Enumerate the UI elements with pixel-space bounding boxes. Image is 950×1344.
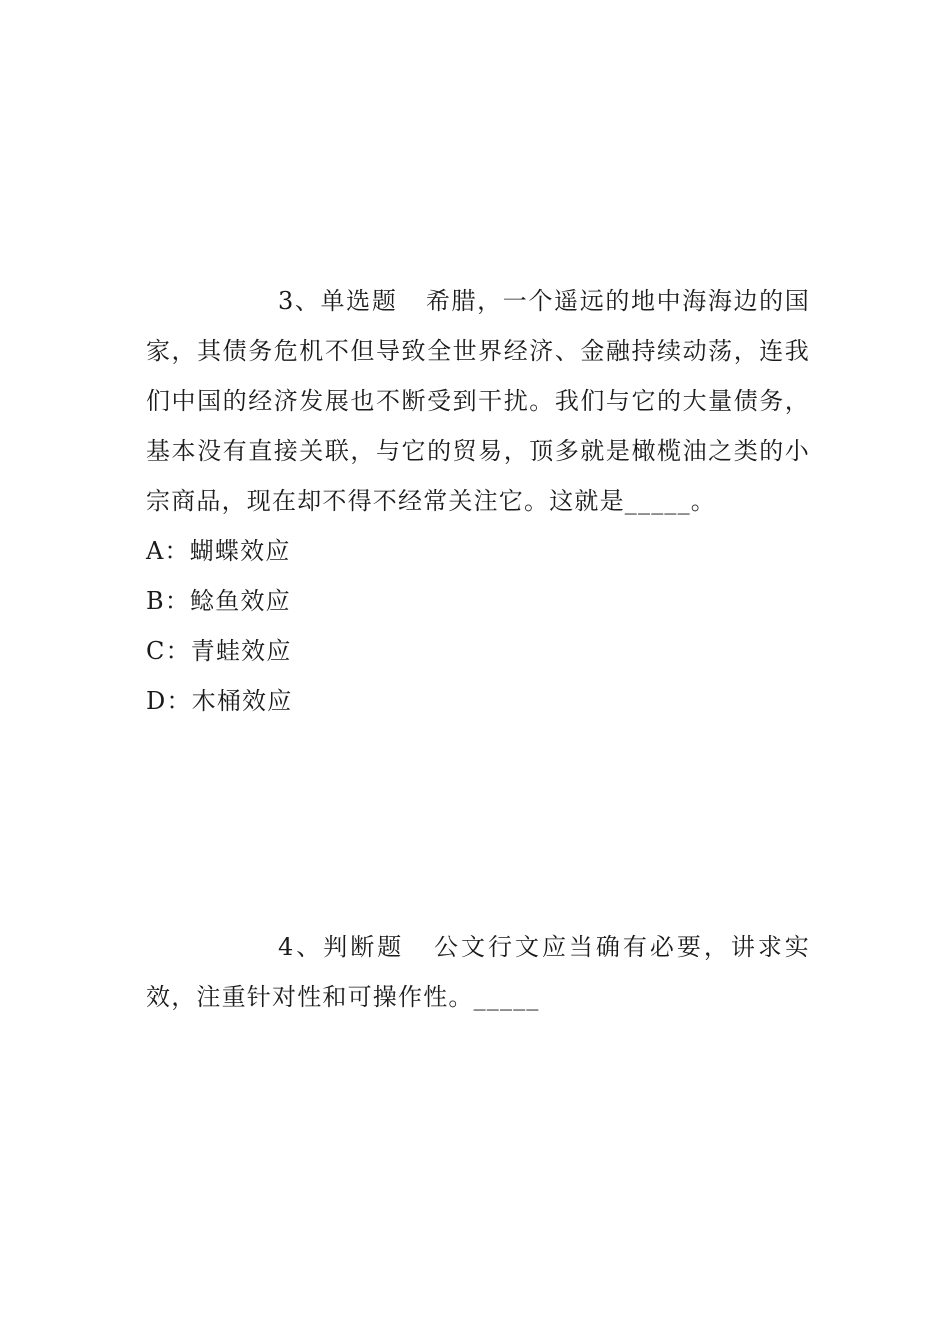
question-3-options <box>146 526 810 726</box>
question-4-number: 4、 <box>278 933 324 961</box>
option-b-text: 鲶鱼效应 <box>190 587 291 615</box>
option-a-text: 蝴蝶效应 <box>189 537 291 565</box>
question-3 <box>146 276 810 726</box>
option-b-key: B： <box>146 587 191 615</box>
option-c-text: 青蛙效应 <box>190 637 292 665</box>
question-4 <box>146 922 810 1022</box>
question-4-stem-paragraph <box>146 922 810 1022</box>
question-3-type: 单选题 <box>320 287 398 315</box>
question-4-stem: 公文行文应当确有必要，讲求实效，注重针对性和可操作性。_____ <box>146 933 811 1011</box>
option-c-key: C： <box>146 637 191 665</box>
question-3-stem: 希腊，一个遥远的地中海海边的国家，其债务危机不但导致全世界经济、金融持续动荡，连我们中国的经济发展也不断受到干扰。我们与它的大量债务，基本没有直接关联，与它的贸易，顶多就是橄榄油之类的小宗商品，现在却不得不经常关注它。这就是_____。 <box>146 287 811 515</box>
option-c[interactable] <box>146 626 810 676</box>
option-a[interactable] <box>146 526 810 576</box>
option-b[interactable] <box>146 576 810 626</box>
option-d-key: D： <box>146 687 192 715</box>
option-d[interactable] <box>146 676 810 726</box>
question-4-type: 判断题 <box>323 933 405 961</box>
option-a-key: A： <box>146 537 190 565</box>
option-d-text: 木桶效应 <box>191 687 293 715</box>
question-3-stem-paragraph <box>146 276 810 526</box>
question-3-number: 3、 <box>278 287 321 315</box>
